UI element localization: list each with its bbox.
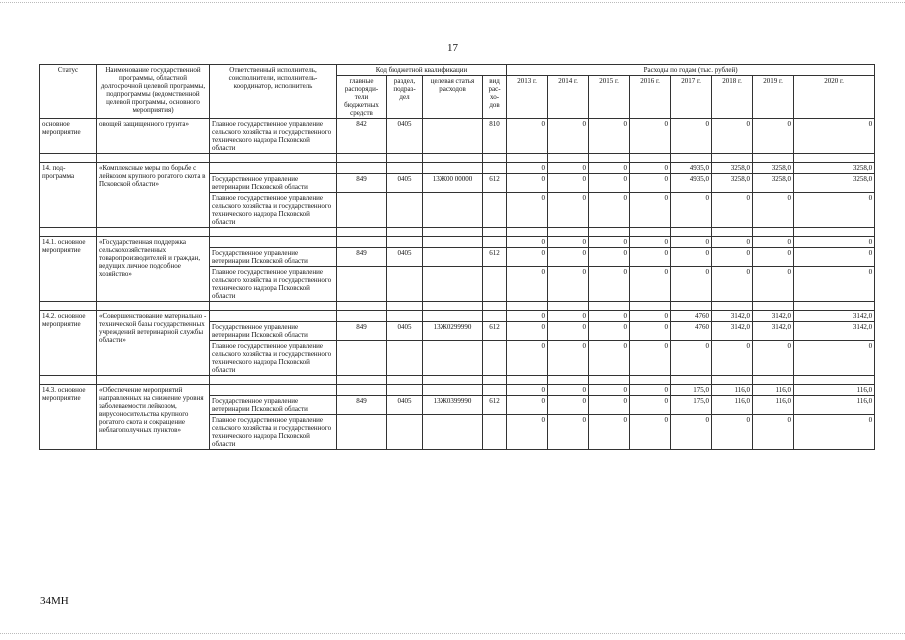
separator-cell	[630, 376, 671, 385]
target-article-cell	[423, 415, 483, 450]
executor-cell: Главное государственное управление сельского хозяйства и государственного технического надзора Псковской области	[210, 267, 337, 302]
program-name-cell: «Государственная поддержка сельскохозяйственных товаропроизводителей и граждан, ведущих личное подсобное хозяйство»	[97, 237, 210, 302]
section-cell	[387, 341, 423, 376]
expense-value-cell: 0	[630, 267, 671, 302]
target-article-cell	[423, 248, 483, 267]
executor-cell: Государственное управление ветеринарии Псковской области	[210, 396, 337, 415]
grbs-cell	[337, 385, 387, 396]
expense-type-cell: 612	[483, 396, 507, 415]
separator-cell	[507, 302, 548, 311]
separator-cell	[753, 376, 794, 385]
separator-cell	[387, 376, 423, 385]
separator-cell	[630, 228, 671, 237]
expense-type-cell	[483, 415, 507, 450]
separator-cell	[794, 154, 875, 163]
expense-value-cell: 0	[548, 237, 589, 248]
separator-cell	[671, 228, 712, 237]
expense-type-cell: 612	[483, 248, 507, 267]
header-name: Наименование государственной программы, областной долгосрочной целевой программы, подпрограммы (ведомственной целевой программы, основного мероприятия)	[97, 65, 210, 119]
executor-cell: Главное государственное управление сельского хозяйства и государственного технического надзора Псковской области	[210, 415, 337, 450]
expense-value-cell: 0	[794, 341, 875, 376]
expense-value-cell: 0	[589, 174, 630, 193]
separator-cell	[794, 376, 875, 385]
grbs-cell: 849	[337, 322, 387, 341]
expense-type-cell	[483, 163, 507, 174]
program-name-cell: «Совершенствование материально - технической базы государственных учреждений ветеринарной службы области»	[97, 311, 210, 376]
separator-cell	[337, 302, 387, 311]
expense-value-cell: 0	[589, 322, 630, 341]
target-article-cell	[423, 237, 483, 248]
expense-value-cell: 0	[712, 415, 753, 450]
expense-value-cell: 3258,0	[712, 174, 753, 193]
scan-edge-bottom	[0, 633, 905, 634]
section-cell	[387, 267, 423, 302]
separator-cell	[387, 228, 423, 237]
header-year-2014: 2014 г.	[548, 76, 589, 119]
header-target-article: целевая статья расходов	[423, 76, 483, 119]
block-separator	[40, 228, 875, 237]
header-budget-code: Код бюджетной квалификации	[337, 65, 507, 76]
expense-value-cell: 0	[507, 174, 548, 193]
expense-value-cell: 0	[507, 163, 548, 174]
header-status: Статус	[40, 65, 97, 119]
expense-value-cell: 0	[671, 237, 712, 248]
expense-value-cell: 4935,0	[671, 174, 712, 193]
separator-cell	[210, 302, 337, 311]
separator-cell	[40, 302, 97, 311]
separator-cell	[97, 154, 210, 163]
separator-cell	[210, 154, 337, 163]
separator-cell	[483, 154, 507, 163]
expense-value-cell: 0	[507, 311, 548, 322]
expense-value-cell: 0	[548, 385, 589, 396]
grbs-cell: 849	[337, 396, 387, 415]
expense-type-cell	[483, 267, 507, 302]
expense-value-cell: 116,0	[794, 385, 875, 396]
expense-value-cell: 0	[671, 119, 712, 154]
expense-value-cell: 0	[589, 311, 630, 322]
separator-cell	[753, 228, 794, 237]
expense-value-cell: 0	[794, 248, 875, 267]
expense-value-cell: 3142,0	[712, 311, 753, 322]
expense-value-cell: 0	[753, 415, 794, 450]
target-article-cell	[423, 385, 483, 396]
expense-value-cell: 0	[507, 415, 548, 450]
section-cell	[387, 385, 423, 396]
executor-cell	[210, 237, 337, 248]
expense-value-cell: 0	[507, 341, 548, 376]
executor-cell: Главное государственное управление сельского хозяйства и государственного технического надзора Псковской области	[210, 341, 337, 376]
executor-cell: Государственное управление ветеринарии Псковской области	[210, 174, 337, 193]
page-number: 17	[447, 42, 458, 54]
separator-cell	[40, 154, 97, 163]
expense-value-cell: 3258,0	[712, 163, 753, 174]
expense-value-cell: 0	[712, 248, 753, 267]
expense-value-cell: 0	[589, 237, 630, 248]
expense-value-cell: 0	[630, 322, 671, 341]
expense-value-cell: 0	[794, 119, 875, 154]
expense-value-cell: 0	[712, 119, 753, 154]
header-year-2017: 2017 г.	[671, 76, 712, 119]
separator-cell	[507, 376, 548, 385]
status-cell: 14.3. основное мероприятие	[40, 385, 97, 450]
budget-table	[39, 64, 875, 450]
expense-type-cell: 612	[483, 174, 507, 193]
section-cell	[387, 163, 423, 174]
expense-value-cell: 0	[712, 267, 753, 302]
expense-value-cell: 4935,0	[671, 163, 712, 174]
separator-cell	[423, 376, 483, 385]
expense-value-cell: 0	[548, 163, 589, 174]
document-code: 34МН	[40, 595, 69, 607]
expense-value-cell: 175,0	[671, 385, 712, 396]
header-executor: Ответственный исполнитель, соисполнители, исполнитель-координатор, исполнитель	[210, 65, 337, 119]
block-separator	[40, 376, 875, 385]
expense-value-cell: 3142,0	[794, 311, 875, 322]
expense-value-cell: 0	[630, 311, 671, 322]
expense-type-cell	[483, 193, 507, 228]
expense-value-cell: 0	[630, 396, 671, 415]
section-cell: 0405	[387, 248, 423, 267]
expense-value-cell: 0	[630, 385, 671, 396]
expense-value-cell: 0	[589, 341, 630, 376]
expense-value-cell: 0	[794, 415, 875, 450]
expense-value-cell: 0	[507, 396, 548, 415]
expense-value-cell: 0	[671, 193, 712, 228]
expense-value-cell: 3142,0	[712, 322, 753, 341]
target-article-cell: 13Ж0299990	[423, 322, 483, 341]
section-cell: 0405	[387, 174, 423, 193]
header-row-top	[40, 65, 875, 76]
separator-cell	[589, 228, 630, 237]
separator-cell	[483, 302, 507, 311]
grbs-cell: 849	[337, 174, 387, 193]
expense-value-cell: 0	[753, 193, 794, 228]
expense-value-cell: 0	[753, 248, 794, 267]
target-article-cell: 13Ж0399990	[423, 396, 483, 415]
grbs-cell	[337, 193, 387, 228]
expense-value-cell: 0	[589, 267, 630, 302]
executor-cell: Государственное управление ветеринарии Псковской области	[210, 248, 337, 267]
executor-cell: Главное государственное управление сельского хозяйства и государственного технического надзора Псковской области	[210, 193, 337, 228]
expense-value-cell: 116,0	[712, 396, 753, 415]
section-cell	[387, 237, 423, 248]
expense-value-cell: 0	[630, 341, 671, 376]
expense-value-cell: 0	[630, 415, 671, 450]
header-year-2019: 2019 г.	[753, 76, 794, 119]
separator-cell	[548, 376, 589, 385]
separator-cell	[40, 376, 97, 385]
section-cell	[387, 193, 423, 228]
expense-value-cell: 0	[794, 237, 875, 248]
scan-edge-top	[0, 2, 905, 3]
grbs-cell	[337, 267, 387, 302]
executor-cell	[210, 311, 337, 322]
expense-value-cell: 0	[548, 267, 589, 302]
header-expenses: Расходы по годам (тыс. рублей)	[507, 65, 875, 76]
expense-value-cell: 0	[712, 237, 753, 248]
separator-cell	[337, 154, 387, 163]
expense-value-cell: 0	[589, 248, 630, 267]
section-cell	[387, 311, 423, 322]
separator-cell	[97, 228, 210, 237]
expense-value-cell: 3258,0	[794, 174, 875, 193]
section-cell: 0405	[387, 119, 423, 154]
expense-value-cell: 3142,0	[753, 322, 794, 341]
target-article-cell	[423, 193, 483, 228]
expense-value-cell: 0	[507, 322, 548, 341]
header-year-2020: 2020 г.	[794, 76, 875, 119]
expense-type-cell: 612	[483, 322, 507, 341]
separator-cell	[712, 228, 753, 237]
expense-value-cell: 0	[548, 119, 589, 154]
expense-value-cell: 0	[548, 193, 589, 228]
expense-value-cell: 0	[753, 119, 794, 154]
grbs-cell	[337, 311, 387, 322]
expense-type-cell	[483, 385, 507, 396]
separator-cell	[589, 302, 630, 311]
expense-value-cell: 0	[589, 119, 630, 154]
expense-value-cell: 0	[794, 267, 875, 302]
separator-cell	[210, 376, 337, 385]
expense-value-cell: 0	[548, 341, 589, 376]
separator-cell	[671, 376, 712, 385]
grbs-cell: 842	[337, 119, 387, 154]
target-article-cell: 13Ж00 00000	[423, 174, 483, 193]
header-year-2015: 2015 г.	[589, 76, 630, 119]
expense-value-cell: 0	[548, 322, 589, 341]
expense-value-cell: 0	[671, 415, 712, 450]
expense-value-cell: 4760	[671, 322, 712, 341]
grbs-cell	[337, 415, 387, 450]
header-grbs: главные распоряди-тели бюджетных средств	[337, 76, 387, 119]
expense-value-cell: 0	[630, 163, 671, 174]
expense-value-cell: 3142,0	[794, 322, 875, 341]
expense-value-cell: 0	[671, 248, 712, 267]
expense-value-cell: 4760	[671, 311, 712, 322]
grbs-cell	[337, 341, 387, 376]
grbs-cell	[337, 237, 387, 248]
separator-cell	[794, 228, 875, 237]
expense-value-cell: 116,0	[712, 385, 753, 396]
expense-value-cell: 0	[630, 174, 671, 193]
expense-value-cell: 0	[589, 193, 630, 228]
expense-value-cell: 116,0	[753, 385, 794, 396]
grbs-cell	[337, 163, 387, 174]
target-article-cell	[423, 163, 483, 174]
separator-cell	[507, 154, 548, 163]
expense-value-cell: 3142,0	[753, 311, 794, 322]
block-separator	[40, 302, 875, 311]
separator-cell	[753, 154, 794, 163]
grbs-cell: 849	[337, 248, 387, 267]
status-cell: основное мероприятие	[40, 119, 97, 154]
expense-value-cell: 0	[548, 415, 589, 450]
status-cell: 14. под-программа	[40, 163, 97, 228]
expense-value-cell: 0	[712, 341, 753, 376]
expense-value-cell: 0	[753, 341, 794, 376]
expense-value-cell: 116,0	[794, 396, 875, 415]
header-year-2018: 2018 г.	[712, 76, 753, 119]
separator-cell	[387, 302, 423, 311]
expense-value-cell: 0	[630, 193, 671, 228]
expense-value-cell: 0	[548, 396, 589, 415]
separator-cell	[712, 376, 753, 385]
expense-value-cell: 0	[630, 237, 671, 248]
separator-cell	[210, 228, 337, 237]
expense-type-cell: 810	[483, 119, 507, 154]
separator-cell	[423, 154, 483, 163]
expense-value-cell: 3258,0	[794, 163, 875, 174]
expense-value-cell: 0	[589, 385, 630, 396]
separator-cell	[548, 228, 589, 237]
expense-value-cell: 0	[589, 396, 630, 415]
expense-value-cell: 0	[548, 248, 589, 267]
program-name-cell: «Комплексные меры по борьбе с лейкозом крупного рогатого скота в Псковской области»	[97, 163, 210, 228]
expense-value-cell: 0	[589, 415, 630, 450]
separator-cell	[630, 154, 671, 163]
expense-value-cell: 0	[507, 237, 548, 248]
separator-cell	[712, 302, 753, 311]
separator-cell	[483, 376, 507, 385]
executor-cell	[210, 385, 337, 396]
expense-value-cell: 0	[671, 267, 712, 302]
separator-cell	[753, 302, 794, 311]
separator-cell	[387, 154, 423, 163]
separator-cell	[97, 302, 210, 311]
budget-table-body	[40, 119, 875, 450]
expense-value-cell: 0	[712, 193, 753, 228]
expense-value-cell: 0	[753, 237, 794, 248]
expense-value-cell: 116,0	[753, 396, 794, 415]
expense-value-cell: 0	[794, 193, 875, 228]
table-row	[40, 385, 875, 396]
separator-cell	[589, 376, 630, 385]
separator-cell	[337, 376, 387, 385]
separator-cell	[671, 154, 712, 163]
executor-cell: Главное государственное управление сельского хозяйства и государственного технического надзора Псковской области	[210, 119, 337, 154]
expense-value-cell: 0	[753, 267, 794, 302]
header-section: раздел, подраз-дел	[387, 76, 423, 119]
expense-value-cell: 3258,0	[753, 163, 794, 174]
expense-value-cell: 0	[507, 119, 548, 154]
target-article-cell	[423, 341, 483, 376]
expense-value-cell: 3258,0	[753, 174, 794, 193]
block-separator	[40, 154, 875, 163]
header-year-2013: 2013 г.	[507, 76, 548, 119]
target-article-cell	[423, 311, 483, 322]
separator-cell	[423, 302, 483, 311]
expense-value-cell: 0	[507, 385, 548, 396]
separator-cell	[794, 302, 875, 311]
expense-value-cell: 0	[589, 163, 630, 174]
expense-value-cell: 0	[548, 311, 589, 322]
expense-value-cell: 0	[548, 174, 589, 193]
separator-cell	[507, 228, 548, 237]
header-expense-type: вид рас-хо-дов	[483, 76, 507, 119]
table-row	[40, 119, 875, 154]
executor-cell	[210, 163, 337, 174]
expense-value-cell: 0	[507, 248, 548, 267]
separator-cell	[630, 302, 671, 311]
separator-cell	[712, 154, 753, 163]
expense-type-cell	[483, 311, 507, 322]
separator-cell	[423, 228, 483, 237]
separator-cell	[548, 154, 589, 163]
status-cell: 14.2. основное мероприятие	[40, 311, 97, 376]
program-name-cell: «Обеспечение мероприятий направленных на снижение уровня заболеваемости лейкозом, вирусоносительства крупного рогатого скота и сокращение неблагополучных пунктов»	[97, 385, 210, 450]
table-row	[40, 163, 875, 174]
expense-type-cell	[483, 237, 507, 248]
section-cell	[387, 415, 423, 450]
expense-value-cell: 175,0	[671, 396, 712, 415]
table-row	[40, 311, 875, 322]
expense-value-cell: 0	[507, 193, 548, 228]
table-row	[40, 237, 875, 248]
expense-value-cell: 0	[630, 119, 671, 154]
section-cell: 0405	[387, 396, 423, 415]
status-cell: 14.1. основное мероприятие	[40, 237, 97, 302]
separator-cell	[548, 302, 589, 311]
separator-cell	[483, 228, 507, 237]
section-cell: 0405	[387, 322, 423, 341]
target-article-cell	[423, 119, 483, 154]
expense-value-cell: 0	[507, 267, 548, 302]
program-name-cell: овощей защищенного грунта»	[97, 119, 210, 154]
separator-cell	[671, 302, 712, 311]
separator-cell	[40, 228, 97, 237]
target-article-cell	[423, 267, 483, 302]
expense-value-cell: 0	[671, 341, 712, 376]
expense-value-cell: 0	[630, 248, 671, 267]
expense-type-cell	[483, 341, 507, 376]
separator-cell	[97, 376, 210, 385]
header-year-2016: 2016 г.	[630, 76, 671, 119]
separator-cell	[589, 154, 630, 163]
separator-cell	[337, 228, 387, 237]
executor-cell: Государственное управление ветеринарии Псковской области	[210, 322, 337, 341]
